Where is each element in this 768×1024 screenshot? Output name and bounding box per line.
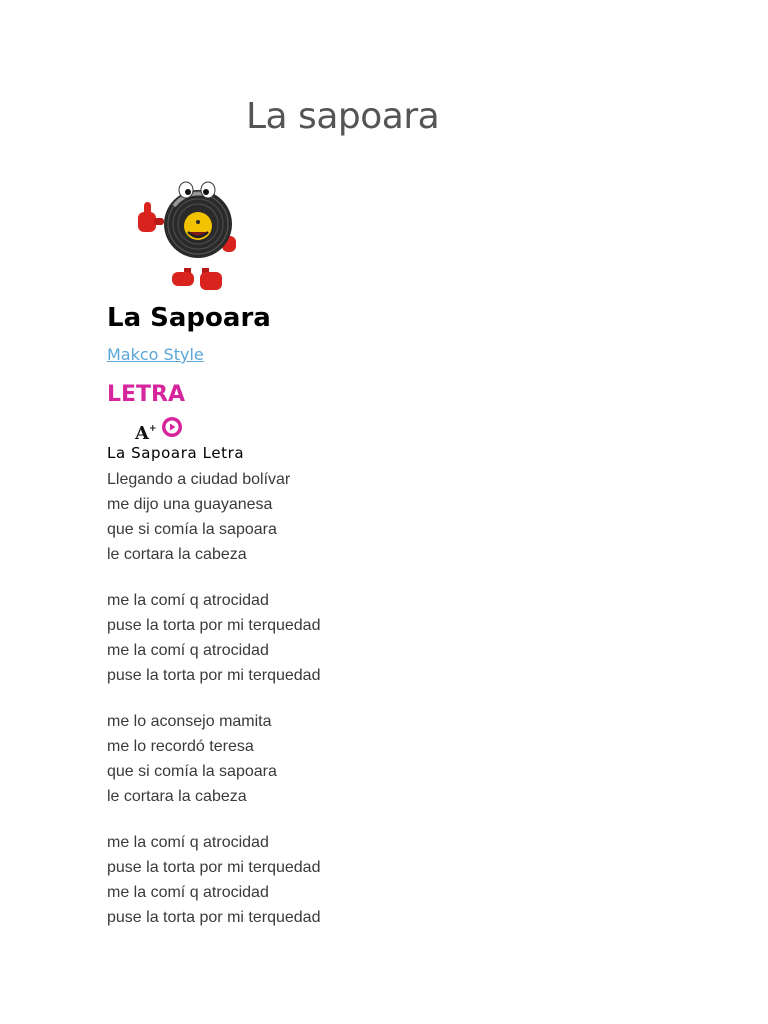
lyrics-stanza	[107, 712, 320, 812]
lyrics-line: puse la torta por mi terquedad	[107, 667, 321, 684]
lyrics-line: puse la torta por mi terquedad	[107, 859, 321, 876]
vinyl-record-mascot-image	[134, 176, 242, 296]
lyrics-line: me lo aconsejo mamita	[107, 713, 272, 730]
lyrics-line: me la comí q atrocidad	[107, 642, 269, 659]
lyrics-line: me la comí q atrocidad	[107, 884, 269, 901]
lyrics-line: me dijo una guayanesa	[107, 496, 273, 513]
lyrics-subtitle: La Sapoara Letra	[107, 444, 245, 462]
lyrics-stanza	[107, 833, 320, 933]
lyrics-line: le cortara la cabeza	[107, 546, 247, 563]
lyrics-line: me lo recordó teresa	[107, 738, 254, 755]
font-size-increase-icon[interactable]	[135, 418, 157, 445]
font-size-plus: +	[148, 424, 157, 434]
artist-link[interactable]: Makco Style	[107, 345, 204, 364]
thumbs-up-hand	[138, 202, 164, 232]
lyrics-stanza	[107, 591, 320, 691]
lyrics-line: me la comí q atrocidad	[107, 592, 269, 609]
play-circle-icon[interactable]	[161, 416, 183, 438]
lyrics-line: me la comí q atrocidad	[107, 834, 269, 851]
lyrics-line: puse la torta por mi terquedad	[107, 909, 321, 926]
lyrics-body	[107, 470, 320, 954]
song-title: La Sapoara	[107, 303, 271, 333]
lyrics-line: Llegando a ciudad bolívar	[107, 471, 291, 488]
lyrics-stanza	[107, 470, 320, 570]
font-size-letter: A	[135, 423, 149, 444]
lyrics-section-heading: LETRA	[107, 382, 186, 407]
lyrics-line: que si comía la sapoara	[107, 521, 277, 538]
lyrics-line: que si comía la sapoara	[107, 763, 277, 780]
lyrics-line: le cortara la cabeza	[107, 788, 247, 805]
lyrics-line: puse la torta por mi terquedad	[107, 617, 321, 634]
document-title: La sapoara	[246, 96, 440, 137]
